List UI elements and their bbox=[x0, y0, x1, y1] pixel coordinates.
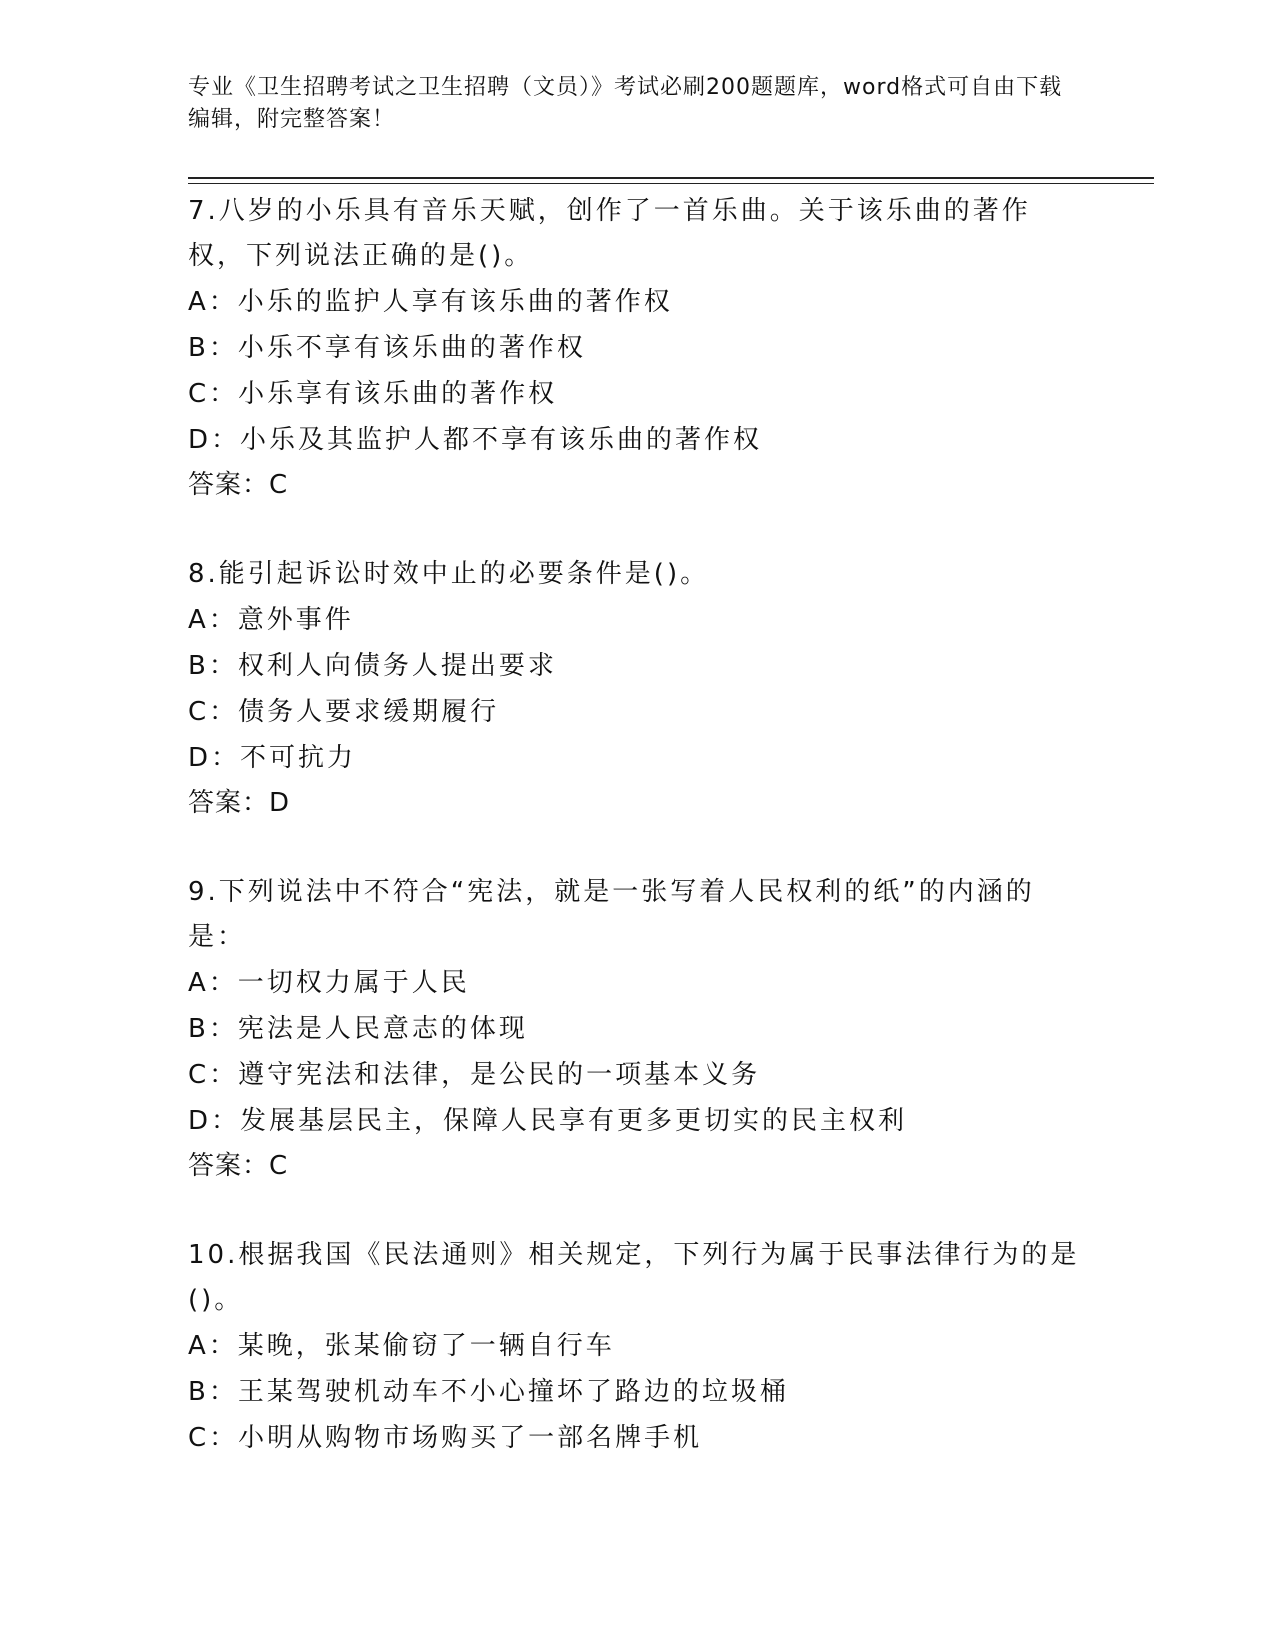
option-a: A：意外事件 bbox=[188, 605, 354, 635]
question-7 bbox=[188, 189, 1088, 507]
option-c: C：债务人要求缓期履行 bbox=[188, 697, 500, 727]
question-text: 7.八岁的小乐具有音乐天赋，创作了一首乐曲。关于该乐曲的著作权，下列说法正确的是()。 bbox=[188, 196, 1031, 271]
option-d: D：发展基层民主，保障人民享有更多更切实的民主权利 bbox=[188, 1106, 908, 1136]
option-a: A：小乐的监护人享有该乐曲的著作权 bbox=[188, 287, 673, 317]
option-c: C：遵守宪法和法律，是公民的一项基本义务 bbox=[188, 1060, 761, 1090]
option-b: B：王某驾驶机动车不小心撞坏了路边的垃圾桶 bbox=[188, 1377, 789, 1407]
answer: 答案：C bbox=[188, 1151, 289, 1181]
question-text: 8.能引起诉讼时效中止的必要条件是()。 bbox=[188, 559, 710, 589]
option-c: C：小乐享有该乐曲的著作权 bbox=[188, 379, 558, 409]
option-d: D：不可抗力 bbox=[188, 743, 357, 773]
option-b: B：小乐不享有该乐曲的著作权 bbox=[188, 333, 586, 363]
option-c: C：小明从购物市场购买了一部名牌手机 bbox=[188, 1423, 703, 1453]
header-rule-top bbox=[188, 177, 1154, 179]
question-list bbox=[188, 189, 1088, 1506]
answer: 答案：D bbox=[188, 788, 291, 818]
option-b: B：宪法是人民意志的体现 bbox=[188, 1014, 528, 1044]
option-a: A：一切权力属于人民 bbox=[188, 968, 470, 998]
option-d: D：小乐及其监护人都不享有该乐曲的著作权 bbox=[188, 425, 763, 455]
answer: 答案：C bbox=[188, 470, 289, 500]
question-9 bbox=[188, 870, 1088, 1188]
option-b: B：权利人向债务人提出要求 bbox=[188, 651, 557, 681]
question-text: 10.根据我国《民法通则》相关规定，下列行为属于民事法律行为的是()。 bbox=[188, 1240, 1080, 1315]
document-header: 专业《卫生招聘考试之卫生招聘（文员）》考试必刷200题题库，word格式可自由下载编辑，附完整答案！ bbox=[188, 75, 1063, 132]
question-10 bbox=[188, 1233, 1088, 1461]
question-text: 9.下列说法中不符合“宪法，就是一张写着人民权利的纸”的内涵的是： bbox=[188, 877, 1035, 952]
option-a: A：某晚，张某偷窃了一辆自行车 bbox=[188, 1331, 615, 1361]
question-8 bbox=[188, 552, 1088, 825]
header-rule-bottom bbox=[188, 183, 1154, 184]
